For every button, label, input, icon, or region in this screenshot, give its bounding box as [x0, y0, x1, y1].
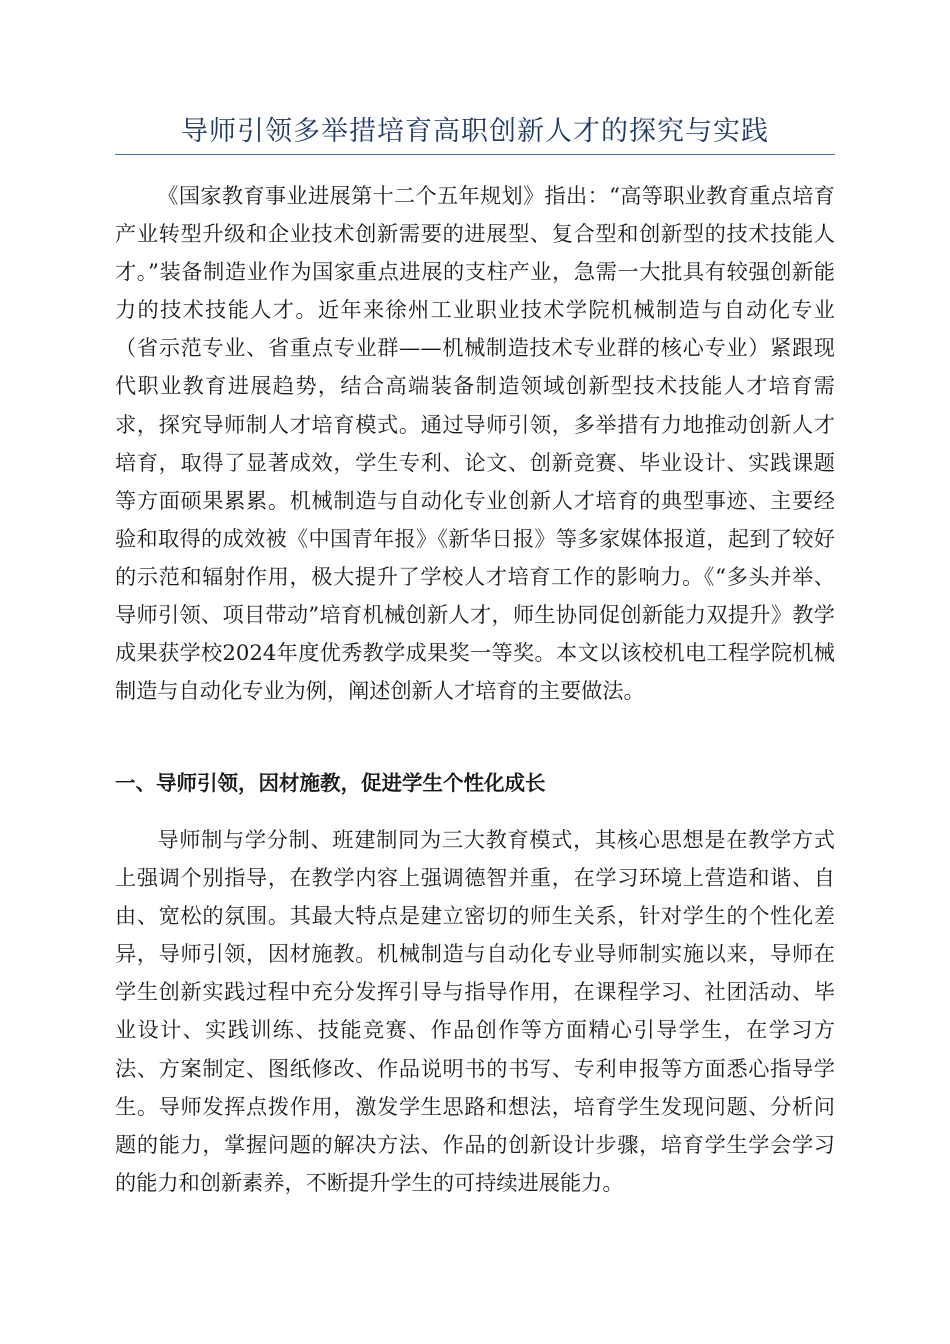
- page-title: 导师引领多举措培育高职创新人才的探究与实践: [181, 116, 769, 147]
- body-paragraph-2: 导师制与学分制、班建制同为三大教育模式，其核心思想是在教学方式上强调个别指导，在教学内容上强调德智并重，在学习环境上营造和谐、自由、宽松的氛围。其最大特点是建立密切的师生关系，针对学生的个性化差异，导师引领，因材施教。机械制造与自动化专业导师制实施以来，导师在学生创新实践过程中充分发挥引导与指导作用，在课程学习、社团活动、毕业设计、实践训练、技能竞赛、作品创作等方面精心引导学生，在学习方法、方案制定、图纸修改、作品说明书的书写、专利申报等方面悉心指导学生。导师发挥点拨作用，激发学生思路和想法，培育学生发现问题、分析问题的能力，掌握问题的解决方法、作品的创新设计步骤，培育学生学会学习的能力和创新素养，不断提升学生的可持续进展能力。: [115, 827, 835, 1195]
- section-heading-1: 一、导师引领，因材施教，促进学生个性化成长: [115, 771, 546, 795]
- body-paragraph-1: 《国家教育事业进展第十二个五年规划》指出：“高等职业教育重点培育产业转型升级和企业技术创新需要的进展型、复合型和创新型的技术技能人才。”装备制造业作为国家重点进展的支柱产业，急需一大批具有较强创新能力的技术技能人才。近年来徐州工业职业技术学院机械制造与自动化专业（省示范专业、省重点专业群——机械制造技术专业群的核心专业）紧跟现代职业教育进展趋势，结合高端装备制造领域创新型技术技能人才培育需求，探究导师制人才培育模式。通过导师引领，多举措有力地推动创新人才培育，取得了显著成效，学生专利、论文、创新竞赛、毕业设计、实践课题等方面硕果累累。机械制造与自动化专业创新人才培育的典型事迹、主要经验和取得的成效被《中国青年报》《新华日报》等多家媒体报道，起到了较好的示范和辐射作用，极大提升了学校人才培育工作的影响力。《“多头并举、导师引领、项目带动”培育机械创新人才，师生协同促创新能力双提升》教学成果获学校2024年度优秀教学成果奖一等奖。本文以该校机电工程学院机械制造与自动化专业为例，阐述创新人才培育的主要做法。: [115, 183, 835, 704]
- title-underline: [115, 154, 835, 155]
